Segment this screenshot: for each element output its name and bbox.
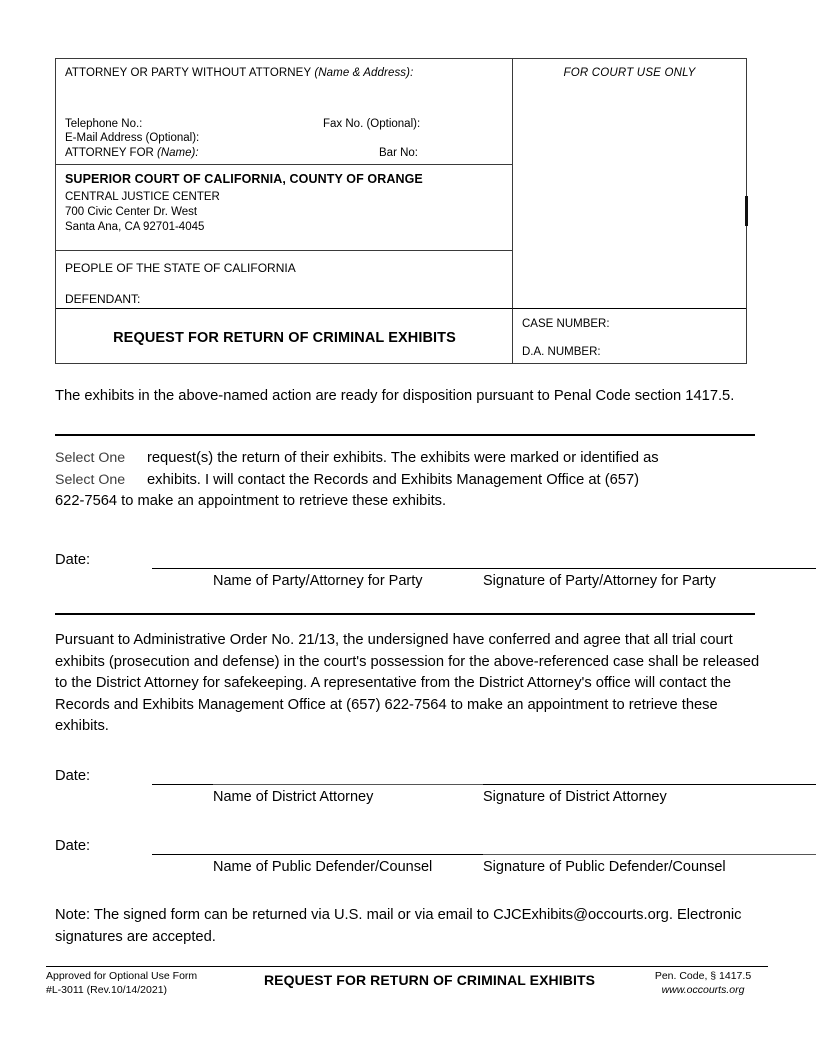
scan-artifact: [745, 196, 748, 226]
pd-name-caption: Name of Public Defender/Counsel: [213, 859, 433, 875]
da-signature-input-line[interactable]: [483, 768, 816, 785]
pd-signature-field[interactable]: [483, 838, 816, 877]
attorney-cell-title-main: ATTORNEY OR PARTY WITHOUT ATTORNEY: [65, 67, 315, 79]
da-signature-caption: Signature of District Attorney: [483, 789, 667, 805]
select-one-dropdown-1[interactable]: Select One: [55, 450, 126, 466]
footer-divider-rule: [46, 966, 768, 967]
attorney-for-line: [65, 146, 504, 161]
attorney-cell-title-note: (Name & Address):: [314, 67, 414, 79]
da-date-label: Date:: [55, 768, 91, 784]
court-use-only-cell: [513, 59, 746, 164]
court-use-only-cell-continued: [513, 164, 746, 250]
select-text-line-3: 622-7564 to make an appointment to retrieve these exhibits.: [55, 493, 447, 509]
da-name-input-line[interactable]: [213, 768, 513, 785]
party-signature-field[interactable]: [483, 552, 816, 591]
fax-label: Fax No. (Optional):: [323, 117, 421, 130]
footer-code-info: [638, 970, 768, 997]
email-line: [65, 131, 504, 146]
form-title-cell: [56, 308, 513, 363]
public-defender-signature-block: [55, 838, 761, 880]
da-name-field[interactable]: [213, 768, 513, 807]
plaintiff-label: PEOPLE OF THE STATE OF CALIFORNIA: [65, 261, 296, 275]
attorney-cell-title: [65, 66, 504, 80]
divider-rule-1: [55, 434, 755, 436]
da-signature-field[interactable]: [483, 768, 816, 807]
attorney-row: [56, 59, 746, 164]
select-one-row-1: [55, 448, 755, 470]
divider-rule-2: [55, 613, 755, 615]
telephone-fax-line: [65, 117, 504, 132]
court-use-only-cell-continued-2: [513, 250, 746, 308]
party-signature-row: [55, 552, 761, 594]
footer-form-info: [46, 970, 221, 997]
footer-approved-line: Approved for Optional Use Form: [46, 970, 198, 982]
district-attorney-signature-row: [55, 768, 761, 810]
select-text-line-2: exhibits. I will contact the Records and Exhibits Management Office at (657): [147, 471, 640, 488]
intro-paragraph: The exhibits in the above-named action are ready for disposition pursuant to Penal Code section 1417.5.: [55, 388, 735, 404]
court-row: [56, 164, 746, 250]
form-header-table: [55, 58, 747, 364]
party-signature-block: [55, 552, 761, 594]
footer-title: REQUEST FOR RETURN OF CRIMINAL EXHIBITS: [263, 972, 596, 988]
public-defender-signature-row: [55, 838, 761, 880]
party-date-label: Date:: [55, 552, 91, 568]
attorney-for-label: ATTORNEY FOR (Name):: [65, 146, 199, 159]
select-one-row-2: [55, 470, 755, 492]
court-address-cell: [56, 164, 513, 250]
da-name-caption: Name of District Attorney: [213, 789, 374, 805]
telephone-label: Telephone No.:: [65, 117, 143, 130]
district-attorney-signature-block: [55, 768, 761, 810]
party-name-field[interactable]: [213, 552, 508, 591]
defendant-label: DEFENDANT:: [65, 292, 141, 306]
court-city-state-zip: Santa Ana, CA 92701-4045: [65, 221, 205, 233]
administrative-order-paragraph: Pursuant to Administrative Order No. 21/13, the undersigned have conferred and agree that all trial court exhibits (prosecution and defense) in the court's possession for the above-referenced case shall be released to the District Attorney for safekeeping. A representative from the District Attorney's office will contact the Records and Exhibits Management Office at (657) 622-7564 to make an appointment to retrieve these exhibits.: [55, 632, 760, 734]
pd-signature-caption: Signature of Public Defender/Counsel: [483, 859, 726, 875]
court-street: 700 Civic Center Dr. West: [65, 206, 198, 218]
da-number-label: D.A. NUMBER:: [522, 346, 601, 358]
court-name: SUPERIOR COURT OF CALIFORNIA, COUNTY OF ORANGE: [65, 172, 423, 186]
court-use-only-label: FOR COURT USE ONLY: [563, 67, 696, 79]
note-paragraph: Note: The signed form can be returned via U.S. mail or via email to CJCExhibits@occourts.org. Electronic signatures are accepted.: [55, 907, 742, 945]
select-one-dropdown-2[interactable]: Select One: [55, 471, 126, 488]
case-number-label: CASE NUMBER:: [522, 318, 610, 330]
party-name-caption: Name of Party/Attorney for Party: [213, 573, 423, 589]
attorney-info-cell[interactable]: [56, 59, 513, 164]
page-footer: [46, 970, 768, 997]
pd-name-input-line[interactable]: [213, 838, 518, 855]
pd-name-field[interactable]: [213, 838, 518, 877]
attorney-field-labels: [65, 117, 504, 161]
bar-no-label: Bar No:: [379, 146, 418, 159]
pd-date-label: Date:: [55, 838, 91, 854]
email-label: E-Mail Address (Optional):: [65, 132, 200, 144]
form-title: REQUEST FOR RETURN OF CRIMINAL EXHIBITS: [113, 330, 456, 346]
parties-row: [56, 250, 746, 308]
parties-cell[interactable]: [56, 250, 513, 308]
footer-url: www.occourts.org: [661, 983, 745, 996]
party-name-input-line[interactable]: [213, 552, 508, 569]
select-one-block: [55, 448, 755, 513]
court-branch: CENTRAL JUSTICE CENTER: [65, 191, 220, 203]
title-row: [56, 308, 746, 363]
pd-signature-input-line[interactable]: [483, 838, 816, 855]
footer-penal-code: Pen. Code, § 1417.5: [654, 970, 752, 982]
case-number-cell[interactable]: [513, 308, 746, 363]
footer-form-number: #L-3011 (Rev.10/14/2021): [46, 983, 168, 996]
party-signature-caption: Signature of Party/Attorney for Party: [483, 573, 716, 589]
party-signature-input-line[interactable]: [483, 552, 816, 569]
select-text-line-1: request(s) the return of their exhibits. The exhibits were marked or identified as: [147, 450, 659, 466]
